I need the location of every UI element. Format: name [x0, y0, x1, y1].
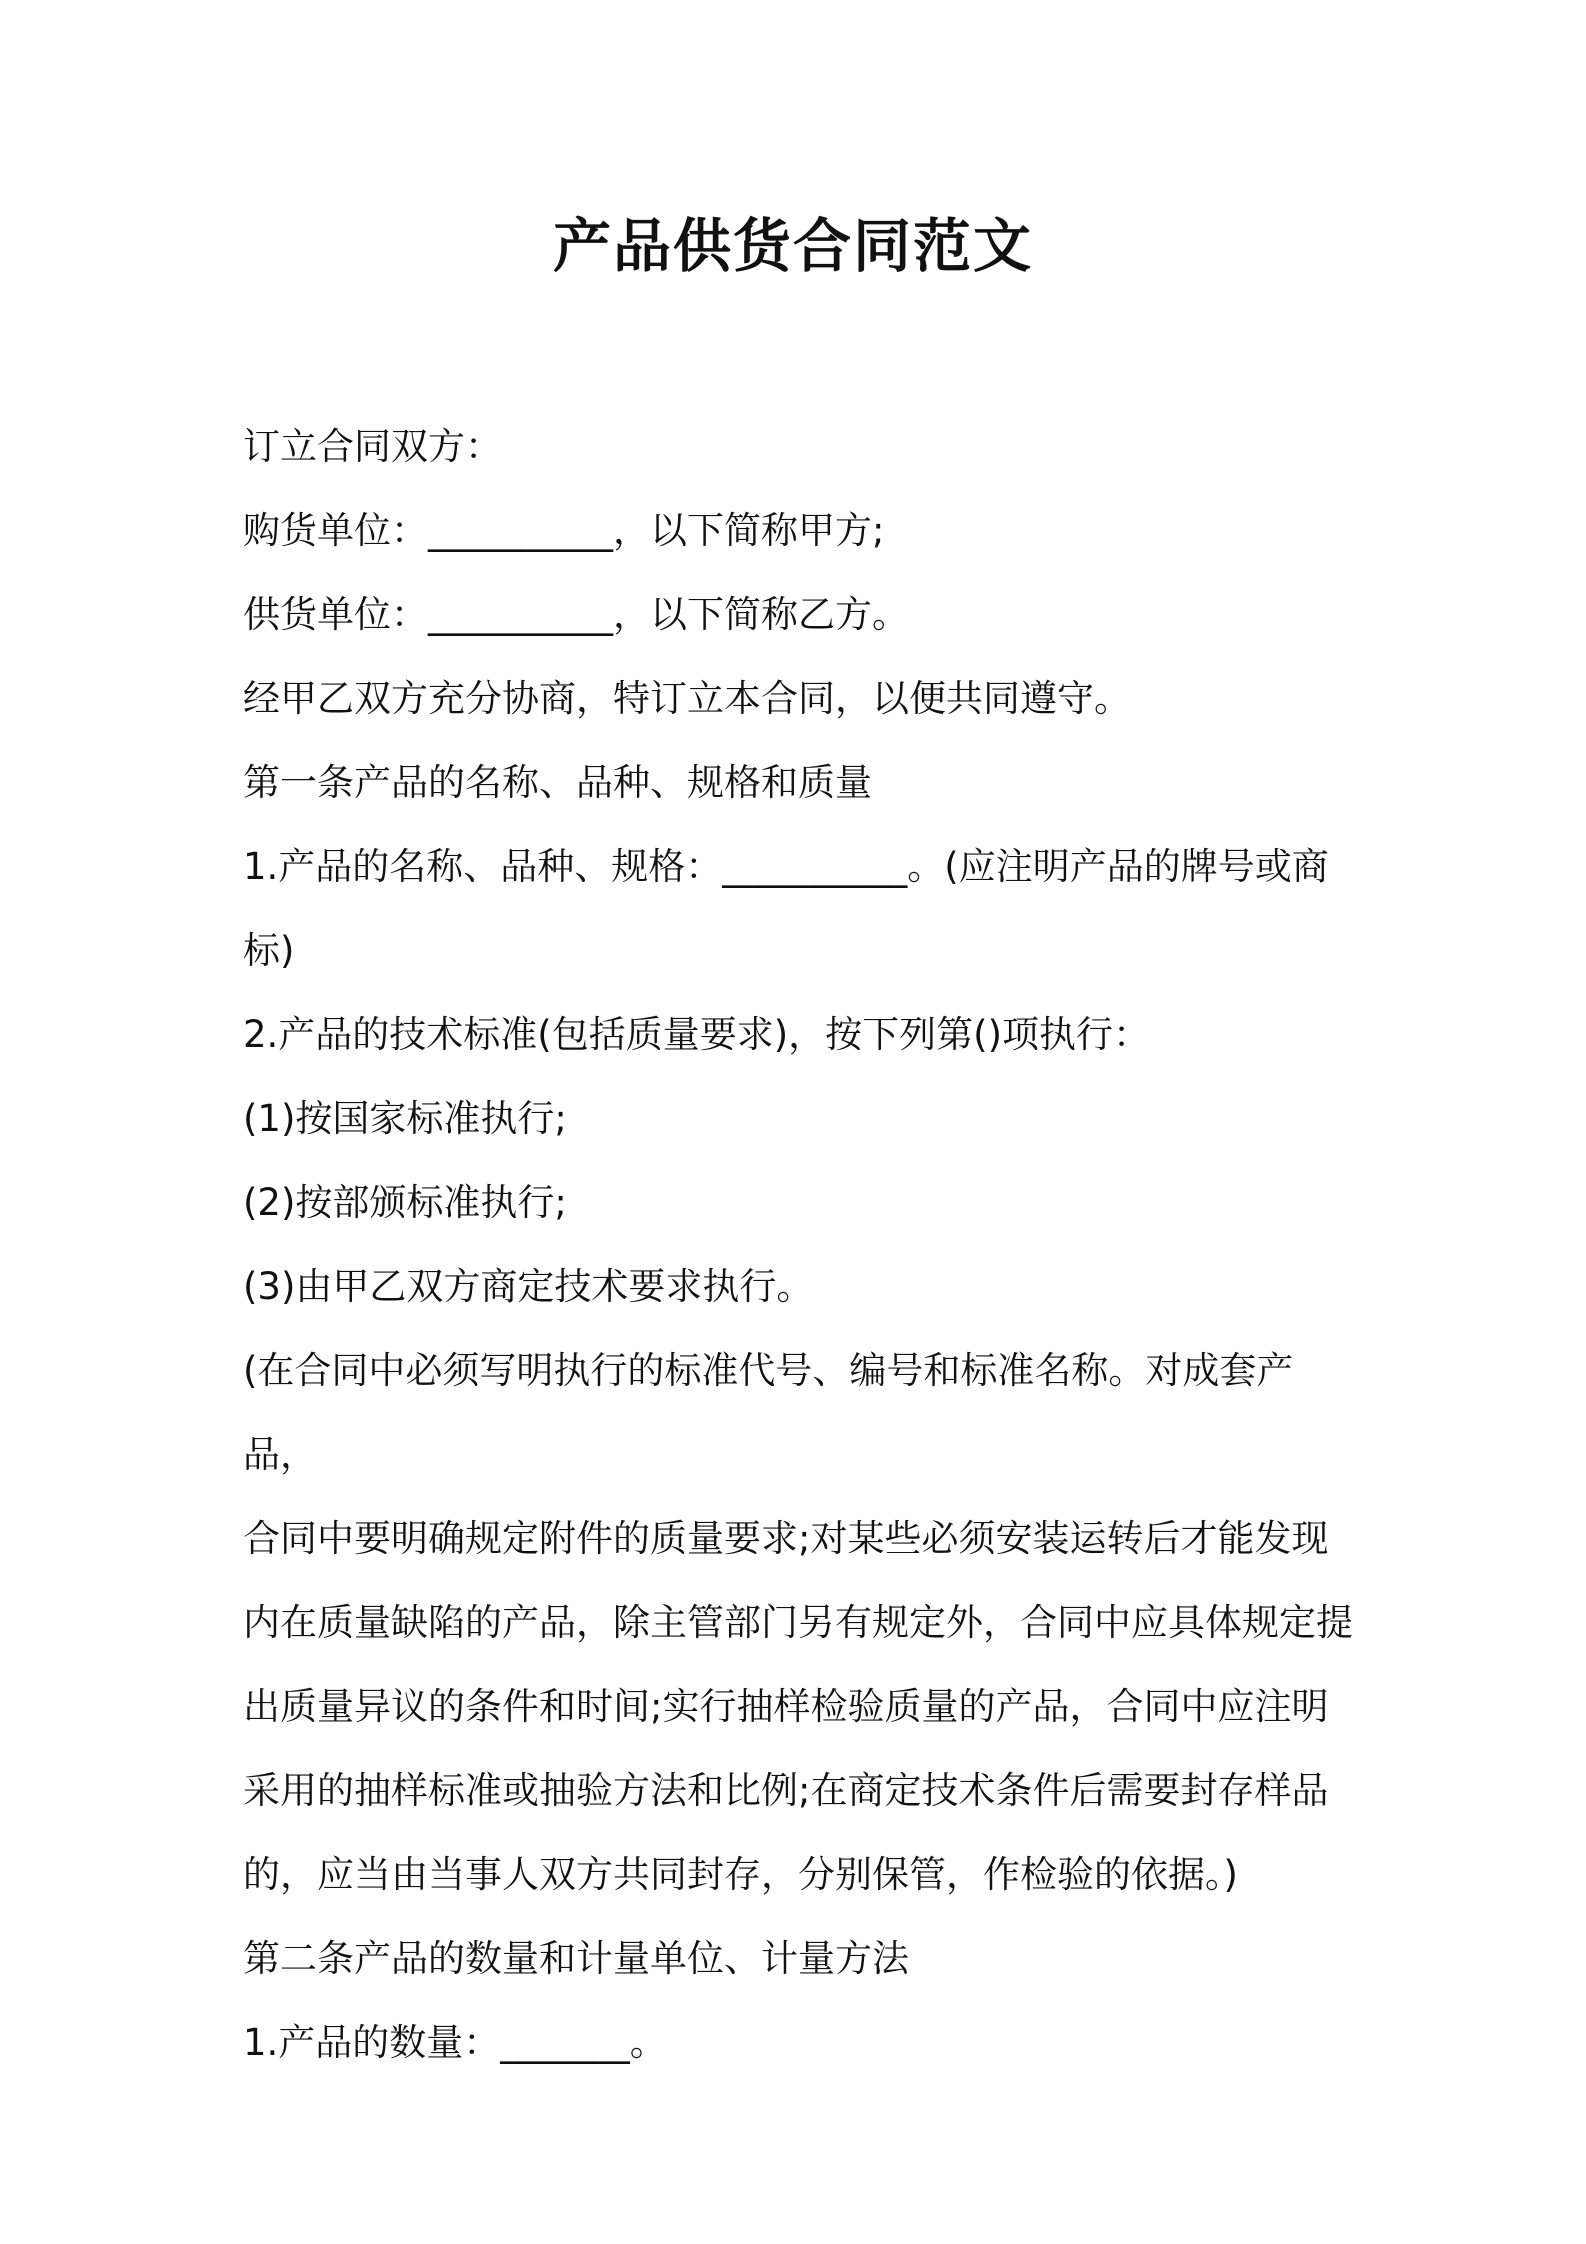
article-1-note-line-3: 内在质量缺陷的产品，除主管部门另有规定外，合同中应具体规定提 — [243, 1601, 1353, 1644]
article-1-option-1: (1)按国家标准执行; — [243, 1097, 567, 1140]
line-agreement: 经甲乙双方充分协商，特订立本合同，以便共同遵守。 — [243, 677, 1131, 720]
line-parties-heading: 订立合同双方： — [243, 425, 502, 468]
article-2-item-1: 1.产品的数量：_______。 — [243, 2021, 667, 2064]
article-1-note-line-1: (在合同中必须写明执行的标准代号、编号和标准名称。对成套产品， — [243, 1349, 1294, 1476]
article-1-item-1: 1.产品的名称、品种、规格：__________。(应注明产品的牌号或商 — [243, 845, 1329, 888]
article-1-option-3: (3)由甲乙双方商定技术要求执行。 — [243, 1265, 814, 1308]
article-1-note-line-5: 采用的抽样标准或抽验方法和比例;在商定技术条件后需要封存样品 — [243, 1769, 1329, 1812]
article-1-note-line-2: 合同中要明确规定附件的质量要求;对某些必须安装运转后才能发现 — [243, 1517, 1329, 1560]
article-2-heading: 第二条产品的数量和计量单位、计量方法 — [243, 1937, 909, 1980]
document-title: 产品供货合同范文 — [552, 212, 1033, 280]
article-1-note-line-6: 的，应当由当事人双方共同封存，分别保管，作检验的依据。) — [243, 1853, 1238, 1896]
article-1-note-line-4: 出质量异议的条件和时间;实行抽样检验质量的产品，合同中应注明 — [243, 1685, 1329, 1728]
article-1-item-1-cont: 标) — [243, 929, 295, 972]
line-buyer: 购货单位：__________，以下简称甲方; — [243, 509, 885, 552]
line-supplier: 供货单位：__________，以下简称乙方。 — [243, 593, 909, 636]
document-body — [243, 405, 1363, 2085]
article-1-option-2: (2)按部颁标准执行; — [243, 1181, 567, 1224]
article-1-item-2: 2.产品的技术标准(包括质量要求)，按下列第()项执行： — [243, 1013, 1151, 1056]
article-1-heading: 第一条产品的名称、品种、规格和质量 — [243, 761, 872, 804]
